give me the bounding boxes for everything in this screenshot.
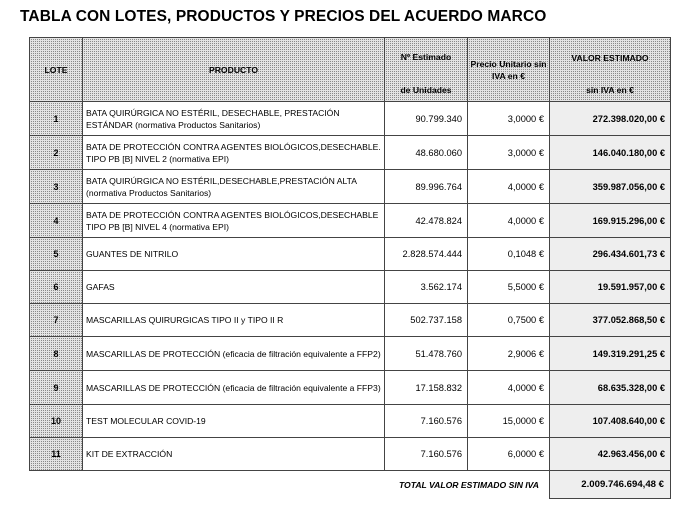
total-value: 2.009.746.694,48 € [550, 471, 671, 499]
producto-cell: BATA DE PROTECCIÓN CONTRA AGENTES BIOLÓGICOS,DESECHABLE TIPO PB [B] NIVEL 4 (normativa EPI) [83, 204, 385, 238]
producto-cell: BATA QUIRÚRGICA NO ESTÉRIL, DESECHABLE, PRESTACIÓN ESTÁNDAR (normativa Productos Sanitarios) [83, 102, 385, 136]
table-row [30, 271, 671, 304]
header-unidades-line2: de Unidades [400, 85, 452, 95]
valor-cell: 149.319.291,25 € [550, 337, 671, 371]
precio-cell: 4,0000 € [468, 371, 550, 405]
table-row [30, 304, 671, 337]
unidades-cell: 48.680.060 [385, 136, 468, 170]
valor-cell: 146.040.180,00 € [550, 136, 671, 170]
lote-cell: 1 [30, 102, 83, 136]
precio-cell: 5,5000 € [468, 271, 550, 304]
unidades-cell: 89.996.764 [385, 170, 468, 204]
table-row [30, 238, 671, 271]
lote-cell: 4 [30, 204, 83, 238]
unidades-cell: 17.158.832 [385, 371, 468, 405]
precio-cell: 3,0000 € [468, 102, 550, 136]
valor-cell: 377.052.868,50 € [550, 304, 671, 337]
producto-cell: GUANTES DE NITRILO [83, 238, 385, 271]
lote-cell: 3 [30, 170, 83, 204]
header-lote: LOTE [30, 38, 83, 102]
table-row [30, 405, 671, 438]
precio-cell: 2,9006 € [468, 337, 550, 371]
table-row [30, 170, 671, 204]
header-valor [550, 38, 671, 102]
unidades-cell: 502.737.158 [385, 304, 468, 337]
valor-cell: 107.408.640,00 € [550, 405, 671, 438]
header-unidades-line1: Nº Estimado [400, 52, 452, 62]
lotes-table [29, 37, 671, 499]
lote-cell: 2 [30, 136, 83, 170]
precio-cell: 3,0000 € [468, 136, 550, 170]
unidades-cell: 2.828.574.444 [385, 238, 468, 271]
lote-cell: 6 [30, 271, 83, 304]
unidades-cell: 3.562.174 [385, 271, 468, 304]
lote-cell: 10 [30, 405, 83, 438]
unidades-cell: 7.160.576 [385, 405, 468, 438]
header-precio: Precio Unitario sin IVA en € [468, 38, 550, 102]
precio-cell: 0,1048 € [468, 238, 550, 271]
lote-cell: 5 [30, 238, 83, 271]
valor-cell: 68.635.328,00 € [550, 371, 671, 405]
lote-cell: 7 [30, 304, 83, 337]
header-producto: PRODUCTO [83, 38, 385, 102]
unidades-cell: 7.160.576 [385, 438, 468, 471]
producto-cell: MASCARILLAS QUIRURGICAS TIPO II y TIPO II R [83, 304, 385, 337]
total-row [30, 471, 671, 499]
table-row [30, 371, 671, 405]
table-row [30, 438, 671, 471]
valor-cell: 272.398.020,00 € [550, 102, 671, 136]
precio-cell: 4,0000 € [468, 204, 550, 238]
producto-cell: MASCARILLAS DE PROTECCIÓN (eficacia de filtración equivalente a FFP2) [83, 337, 385, 371]
valor-cell: 19.591.957,00 € [550, 271, 671, 304]
valor-cell: 42.963.456,00 € [550, 438, 671, 471]
unidades-cell: 51.478.760 [385, 337, 468, 371]
producto-cell: BATA DE PROTECCIÓN CONTRA AGENTES BIOLÓGICOS,DESECHABLE. TIPO PB [B] NIVEL 2 (normativa EPI) [83, 136, 385, 170]
table-row [30, 102, 671, 136]
header-valor-line1: VALOR ESTIMADO [571, 53, 649, 63]
producto-cell: KIT DE EXTRACCIÓN [83, 438, 385, 471]
page-title: TABLA CON LOTES, PRODUCTOS Y PRECIOS DEL ACUERDO MARCO [20, 8, 547, 25]
table-row [30, 136, 671, 170]
header-valor-line2: sin IVA en € [586, 85, 634, 95]
valor-cell: 296.434.601,73 € [550, 238, 671, 271]
table-row [30, 204, 671, 238]
total-label: TOTAL VALOR ESTIMADO SIN IVA [398, 479, 539, 490]
lote-cell: 11 [30, 438, 83, 471]
precio-cell: 4,0000 € [468, 170, 550, 204]
unidades-cell: 90.799.340 [385, 102, 468, 136]
precio-cell: 15,0000 € [468, 405, 550, 438]
valor-cell: 169.915.296,00 € [550, 204, 671, 238]
valor-cell: 359.987.056,00 € [550, 170, 671, 204]
table-row [30, 337, 671, 371]
producto-cell: BATA QUIRÚRGICA NO ESTÉRIL,DESECHABLE,PRESTACIÓN ALTA (normativa Productos Sanitarios) [83, 170, 385, 204]
lote-cell: 9 [30, 371, 83, 405]
header-unidades [385, 38, 468, 102]
unidades-cell: 42.478.824 [385, 204, 468, 238]
lote-cell: 8 [30, 337, 83, 371]
producto-cell: TEST MOLECULAR COVID-19 [83, 405, 385, 438]
precio-cell: 6,0000 € [468, 438, 550, 471]
table-header-row [30, 38, 671, 102]
producto-cell: GAFAS [83, 271, 385, 304]
precio-cell: 0,7500 € [468, 304, 550, 337]
producto-cell: MASCARILLAS DE PROTECCIÓN (eficacia de filtración equivalente a FFP3) [83, 371, 385, 405]
